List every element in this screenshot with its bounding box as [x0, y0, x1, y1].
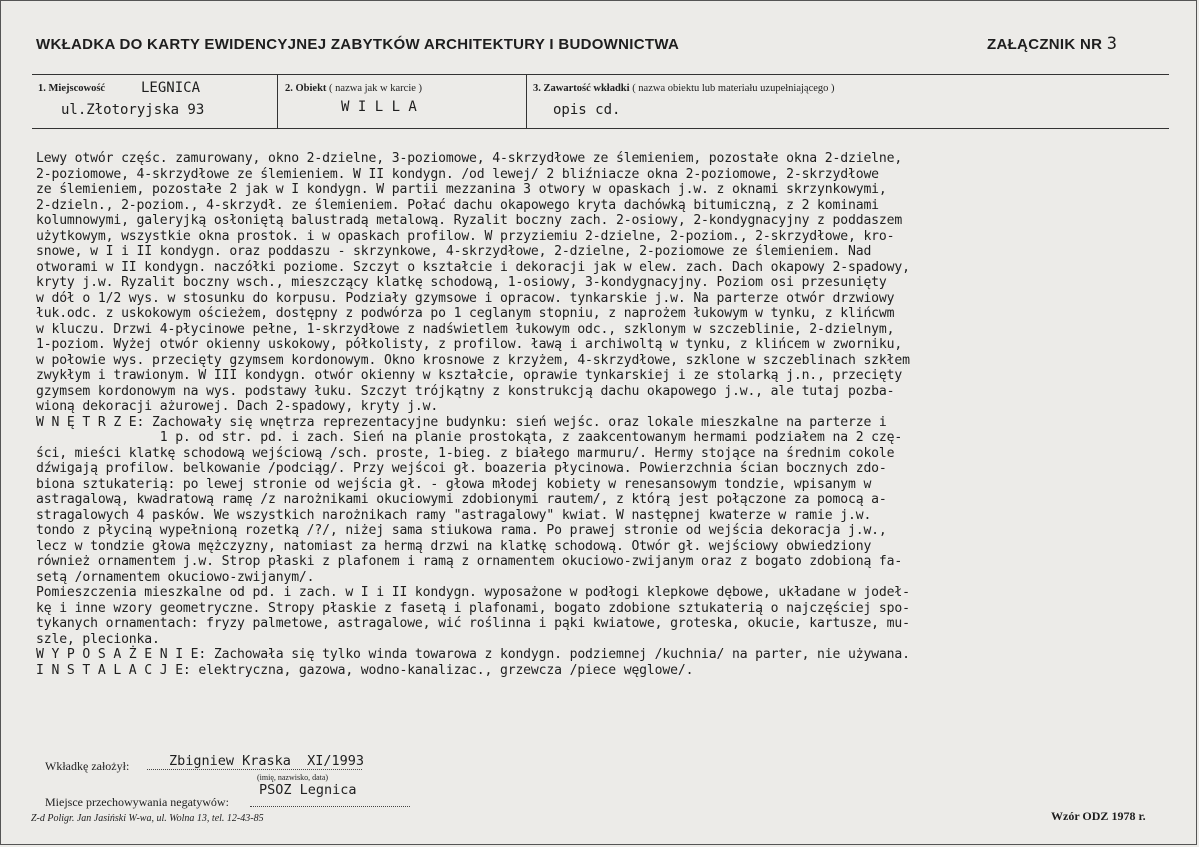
negatives-value: PSOZ Legnica	[259, 782, 357, 798]
body-line: szle, plecionka.	[36, 631, 160, 647]
body-line: Pomieszczenia mieszkalne od pd. i zach. w I i II kondygn. wyposażone w podłogi klepkowe dębowe, układane w jodeł-	[36, 585, 910, 600]
body-line: w dół o 1/2 wys. w stosunku do korpusu. Podziały gzymsowe i opracow. tynkarskie j.w. Na parterze otwór drzwiowy	[36, 290, 895, 306]
body-line: w kluczu. Drzwi 4-płycinowe pełne, 1-skrzydłowe z nadświetlem łukowym odc., szklonym w szczeblinie, 2-dzielnym,	[36, 321, 895, 337]
founder-value: Zbigniew Kraska XI/1993	[169, 753, 365, 769]
body-line: łuk.odc. z uskokowym ościeżem, dostępny z podwórza po 1 ceglanym stopniu, z naprożem łukowym w tynku, z klińcwm	[36, 306, 895, 321]
body-line: stragalowych 4 pasków. We wszystkich narożnikach ramy "astragalowy" kwiat. W następnej kwaterze w ramie j.w.	[36, 507, 872, 523]
body-line: gzymsem kordonowym na wys. podstawy łuku. Szczyt trójkątny z konstrukcją dachu okapowego j.w., ale tutaj pozba-	[36, 383, 895, 399]
negatives-dotted-line	[250, 806, 410, 807]
card-title: WKŁADKA DO KARTY EWIDENCYJNEJ ZABYTKÓW ARCHITEKTURY I BUDOWNICTWA	[36, 36, 680, 53]
field-top-rule	[32, 74, 1169, 75]
field-divider-2	[526, 74, 527, 129]
location-label: 1. Miejscowość	[38, 83, 106, 94]
body-line: I N S T A L A C J E: elektryczna, gazowa, wodno-kanalizac., grzewcza /piece węglowe/.	[36, 662, 694, 678]
body-line: tondo z płyciną wypełnioną rozetką /?/, niżej sama stiukowa rama. Po prawej stronie od wejścia dekoracja j.w.,	[36, 523, 887, 538]
body-line: snowe, w I i II kondygn. oraz poddaszu - skrzynkowe, 4-skrzydłowe, 2-dzielne, 2-poziomowe ze ślemieniem. Nad	[36, 244, 872, 259]
body-line: tykanych ornamentach: fryzy palmetowe, astragalowe, wić roślinna i pąki kwiatowe, groteska, okucie, kartusze, mu-	[36, 616, 910, 631]
body-line: kę i inne wzory geometryczne. Stropy płaskie z fasetą i plafonami, bogato zdobione sztukaterią o najczęściej spo-	[36, 600, 910, 616]
annex-number: 3	[1106, 34, 1118, 54]
object-label: 2. Obiekt ( nazwa jak w karcie )	[285, 83, 423, 94]
description-text	[36, 151, 1171, 678]
printer-imprint: Z-d Poligr. Jan Jasiński W-wa, ul. Wolna 13, tel. 12-43-85	[31, 813, 264, 824]
content-label: 3. Zawartość wkładki ( nazwa obiektu lub materiału uzupełniającego )	[533, 83, 835, 94]
founder-dotted-line	[147, 769, 362, 770]
negatives-label: Miejsce przechowywania negatywów:	[45, 795, 229, 809]
body-line: zwykłym i trawionym. W III kondygn. otwór okienny w kształcie, oprawie tynkarskiej i ze stolarką j.n., przecięty	[36, 368, 903, 383]
body-line: użytkowym, wszystkie okna prostok. i w opaskach profilow. W przyziemiu 2-dzielne, 2-poziom., 2-skrzydłowe, kro-	[36, 228, 895, 244]
founder-hint: (imię, nazwisko, data)	[257, 773, 329, 782]
body-line: kolumnowymi, galeryjką osłoniętą balustradą metalową. Ryzalit boczny zach. 2-osiowy, 2-kondygnacyjny z poddaszem	[36, 213, 903, 228]
body-line: lecz w tondzie głowa mężczyzny, natomiast za hermą drzwi na klatkę schodową. Otwór gł. wejściowy obwiedziony	[36, 538, 872, 554]
body-line: również ornamentem j.w. Strop płaski z plafonem i ramą z ornamentem okuciowo-zwijanym oraz z bogato zdobioną fa-	[36, 554, 903, 569]
content-value: opis cd.	[553, 102, 621, 118]
field-divider-1	[277, 74, 278, 129]
object-value: W I L L A	[341, 99, 417, 115]
body-line: 2-poziomowe, 4-skrzydłowe ze ślemieniem. W II kondygn. /od lewej/ 2 bliźniacze okna 2-poziomowe, 2-skrzydłowe	[36, 166, 879, 182]
body-line: ze ślemieniem, pozostałe 2 jak w I kondygn. W partii mezzanina 3 otwory w opaskach j.w. z oknami skrzynkowymi,	[36, 182, 887, 197]
body-line: biona sztukaterią: po lewej stronie od wejścia gł. - głowa młodej kobiety w renesansowym tondzie, wpisanym w	[36, 476, 872, 492]
body-line: W N Ę T R Z E: Zachowały się wnętrza reprezentacyjne budynku: sień wejśc. oraz lokale mieszkalne na parterze i	[36, 414, 887, 430]
location-street: ul.Złotoryjska 93	[61, 102, 205, 118]
body-line: wioną dekoracji ażurowej. Dach 2-spadowy, kryty j.w.	[36, 399, 439, 414]
body-line: 1-poziom. Wyżej otwór okienny uskokowy, półkolisty, z profilow. ławą i archiwoltą w tynku, z klińcem w zworniku,	[36, 337, 903, 352]
body-line: kryty j.w. Ryzalit boczny wsch., mieszczący klatkę schodową, 1-osiowy, 3-kondygnacyjny. Poziom osi przesunięty	[36, 275, 887, 290]
body-line: astragalową, kwadratową ramę /z narożnikami okuciowymi zdobionymi rautem/, z którą jest połączone za pomocą a-	[36, 492, 887, 507]
body-line: setą /ornamentem okuciowo-zwijanym/.	[36, 569, 315, 585]
body-line: Lewy otwór częśc. zamurowany, okno 2-dzielne, 3-poziomowe, 4-skrzydłowe ze ślemieniem, pozostałe okna 2-dzielne,	[36, 151, 903, 166]
body-line: ści, mieści klatkę schodową wejściową /sch. proste, 1-bieg. z białego marmuru/. Hermy stojące na średnim cokole	[36, 445, 895, 461]
body-line: 2-dzieln., 2-poziom., 4-skrzydł. ze ślemieniem. Połać dachu okapowego kryta dachówką bitumiczną, z 2 kominami	[36, 197, 879, 213]
form-id: Wzór ODZ 1978 r.	[1051, 809, 1146, 823]
body-line: otworami w II kondygn. naczółki poziome. Szczyt o kształcie i dekoracji jak w elew. zach. Dach okapowy 2-spadowy,	[36, 259, 910, 275]
location-city: LEGNICA	[141, 80, 201, 96]
body-line: W Y P O S A Ż E N I E: Zachowała się tylko winda towarowa z kondygn. podziemnej /kuchnia/ na parter, nie używana.	[36, 647, 910, 662]
annex-label-text: ZAŁĄCZNIK NR	[987, 36, 1103, 53]
body-line: 1 p. od str. pd. i zach. Sień na planie prostokąta, z zaakcentowanym hermami podziałem na 2 czę-	[36, 430, 903, 445]
body-line: w połowie wys. przecięty gzymsem kordonowym. Okno krosnowe z krzyżem, 4-skrzydłowe, szklone w szczeblinach szkłem	[36, 352, 910, 368]
founder-label: Wkładkę założył:	[45, 759, 130, 773]
field-bottom-rule	[32, 128, 1169, 129]
annex-label	[987, 34, 1117, 54]
body-line: dźwigają profilow. belkowanie /podciąg/. Przy wejścoi gł. boazeria płycinowa. Powierzchnia ścian bocznych zdo-	[36, 461, 887, 476]
